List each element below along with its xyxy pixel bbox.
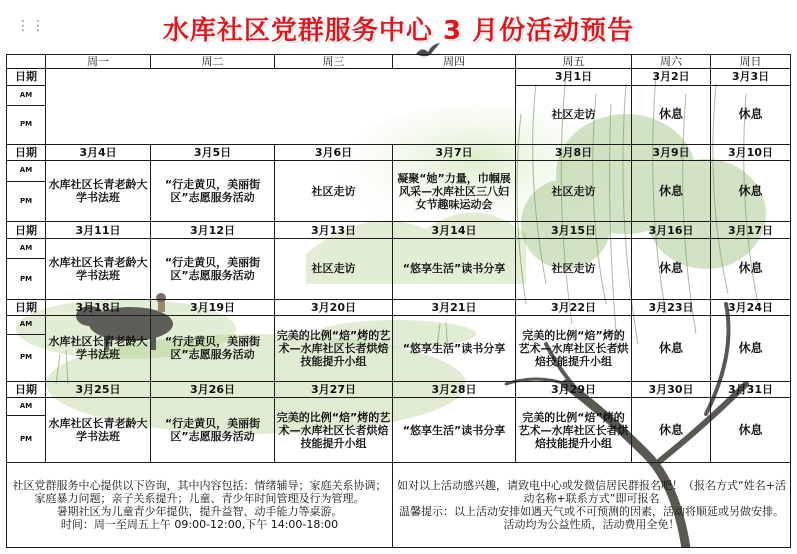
row-label-am: AM	[7, 161, 46, 181]
date-cell: 3月1日	[516, 69, 632, 85]
page-title: 水库社区党群服务中心 3 月份活动预告	[162, 16, 635, 46]
row-label-am: AM	[7, 85, 46, 105]
activity-cell: “悠享生活”读书分享	[393, 238, 516, 299]
date-cell: 3月7日	[393, 144, 516, 160]
week2-am-row	[7, 161, 791, 181]
activity-cell: 社区走访	[516, 161, 632, 222]
week4-date-row	[7, 299, 791, 315]
drag-handle[interactable]: ⋮⋮	[16, 18, 46, 34]
activity-cell: 休息	[632, 316, 711, 381]
activity-cell: 休息	[711, 316, 791, 381]
activity-cell: 水库社区长青老龄大学书法班	[46, 161, 151, 222]
notes-row	[7, 463, 791, 548]
activity-cell: 社区走访	[275, 161, 393, 222]
activity-cell: “悠享生活”读书分享	[393, 316, 516, 381]
notes-left	[7, 463, 393, 548]
row-label-am: AM	[7, 316, 46, 334]
date-cell: 3月9日	[632, 144, 711, 160]
date-cell: 3月2日	[632, 69, 711, 85]
activity-cell: 社区走访	[516, 238, 632, 299]
notes-right	[393, 463, 791, 548]
weekday-fri: 周五	[516, 55, 632, 69]
date-cell: 3月3日	[711, 69, 791, 85]
date-cell: 3月23日	[632, 299, 711, 315]
activity-cell: 完美的比例“焙”烤的艺术—水库社区长者烘焙技能提升小组	[275, 316, 393, 381]
activity-cell: 休息	[632, 85, 711, 144]
date-cell: 3月29日	[516, 381, 632, 397]
row-label-pm: PM	[7, 416, 46, 463]
date-cell: 3月5日	[151, 144, 275, 160]
calendar-area	[6, 54, 790, 548]
activity-cell: 休息	[711, 85, 791, 144]
date-cell: 3月10日	[711, 144, 791, 160]
row-label-date: 日期	[7, 299, 46, 315]
date-cell: 3月12日	[151, 222, 275, 238]
row-label-am: AM	[7, 238, 46, 258]
date-cell: 3月27日	[275, 381, 393, 397]
date-cell: 3月13日	[275, 222, 393, 238]
activity-cell: “行走黄贝，美丽街区”志愿服务活动	[151, 161, 275, 222]
date-cell: 3月31日	[711, 381, 791, 397]
note-line: 时间：周一至周五上午 09:00-12:00,下午 14:00-18:00	[60, 518, 339, 532]
date-cell: 3月15日	[516, 222, 632, 238]
week2-date-row	[7, 144, 791, 160]
weekday-sat: 周六	[632, 55, 711, 69]
activity-cell: 休息	[632, 161, 711, 222]
row-label-pm: PM	[7, 181, 46, 222]
calendar-table	[6, 54, 791, 548]
activity-cell: 水库社区长青老龄大学书法班	[46, 238, 151, 299]
weekday-tue: 周二	[151, 55, 275, 69]
date-cell: 3月19日	[151, 299, 275, 315]
weekday-header-row	[7, 55, 791, 69]
empty-cell	[46, 69, 516, 145]
week3-am-row	[7, 238, 791, 258]
corner-cell	[7, 55, 46, 69]
date-cell: 3月20日	[275, 299, 393, 315]
note-line: 活动均为公益性质，活动费用全免！	[503, 518, 680, 532]
date-cell: 3月17日	[711, 222, 791, 238]
activity-cell: 休息	[632, 397, 711, 462]
activity-cell: “行走黄贝，美丽街区”志愿服务活动	[151, 316, 275, 381]
date-cell: 3月28日	[393, 381, 516, 397]
row-label-pm: PM	[7, 259, 46, 300]
activity-cell: 完美的比例“焙”烤的艺术—水库社区长者烘焙技能提升小组	[275, 397, 393, 462]
note-line: 如对以上活动感兴趣，请致电中心或发微信居民群报名吧！（报名方式“姓名+活动名称+联系方式”即可报名	[397, 479, 786, 506]
week3-date-row	[7, 222, 791, 238]
date-cell: 3月24日	[711, 299, 791, 315]
activity-cell: “行走黄贝，美丽街区”志愿服务活动	[151, 238, 275, 299]
date-cell: 3月22日	[516, 299, 632, 315]
week1-date-row	[7, 69, 791, 85]
activity-cell: 休息	[711, 238, 791, 299]
activity-cell: 完美的比例“焙”烤的艺术—水库社区长者烘焙技能提升小组	[516, 397, 632, 462]
activity-cell: 休息	[632, 238, 711, 299]
weekday-wed: 周三	[275, 55, 393, 69]
row-label-am: AM	[7, 397, 46, 415]
activity-cell: 水库社区长青老龄大学书法班	[46, 397, 151, 462]
activity-cell: 凝聚“她”力量，巾帼展风采—水库社区三八妇女节趣味运动会	[393, 161, 516, 222]
weekday-thu: 周四	[393, 55, 516, 69]
activity-cell: 休息	[711, 161, 791, 222]
activity-cell: 水库社区长青老龄大学书法班	[46, 316, 151, 381]
date-cell: 3月6日	[275, 144, 393, 160]
date-cell: 3月21日	[393, 299, 516, 315]
row-label-date: 日期	[7, 381, 46, 397]
weekday-mon: 周一	[46, 55, 151, 69]
date-cell: 3月16日	[632, 222, 711, 238]
row-label-pm: PM	[7, 106, 46, 145]
activity-cell: 社区走访	[516, 85, 632, 144]
date-cell: 3月25日	[46, 381, 151, 397]
date-cell: 3月4日	[46, 144, 151, 160]
weekday-sun: 周日	[711, 55, 791, 69]
note-line: 暑期社区为儿童青少年提供，提升益智、动手能力等桌游。	[56, 505, 343, 519]
date-cell: 3月26日	[151, 381, 275, 397]
row-label-date: 日期	[7, 222, 46, 238]
activity-cell: “行走黄贝，美丽街区”志愿服务活动	[151, 397, 275, 462]
date-cell: 3月18日	[46, 299, 151, 315]
row-label-date: 日期	[7, 69, 46, 85]
date-cell: 3月14日	[393, 222, 516, 238]
note-line: 温馨提示：以上活动安排如遇天气或不可预测的因素，活动将顺延或另做安排。	[399, 505, 784, 519]
week5-am-row	[7, 397, 791, 415]
row-label-date: 日期	[7, 144, 46, 160]
date-cell: 3月8日	[516, 144, 632, 160]
activity-cell: 完美的比例“焙”烤的艺术—水库社区长者烘焙技能提升小组	[516, 316, 632, 381]
activity-cell: “悠享生活”读书分享	[393, 397, 516, 462]
row-label-pm: PM	[7, 334, 46, 381]
week4-am-row	[7, 316, 791, 334]
activity-cell: 休息	[711, 397, 791, 462]
activity-cell: 社区走访	[275, 238, 393, 299]
date-cell: 3月11日	[46, 222, 151, 238]
week5-date-row	[7, 381, 791, 397]
note-line: 社区党群服务中心提供以下咨询，其中内容包括：情绪辅导；家庭关系协调；家庭暴力问题；亲子关系提升；儿童、青少年时间管理及行为管理。	[12, 479, 387, 506]
date-cell: 3月30日	[632, 381, 711, 397]
